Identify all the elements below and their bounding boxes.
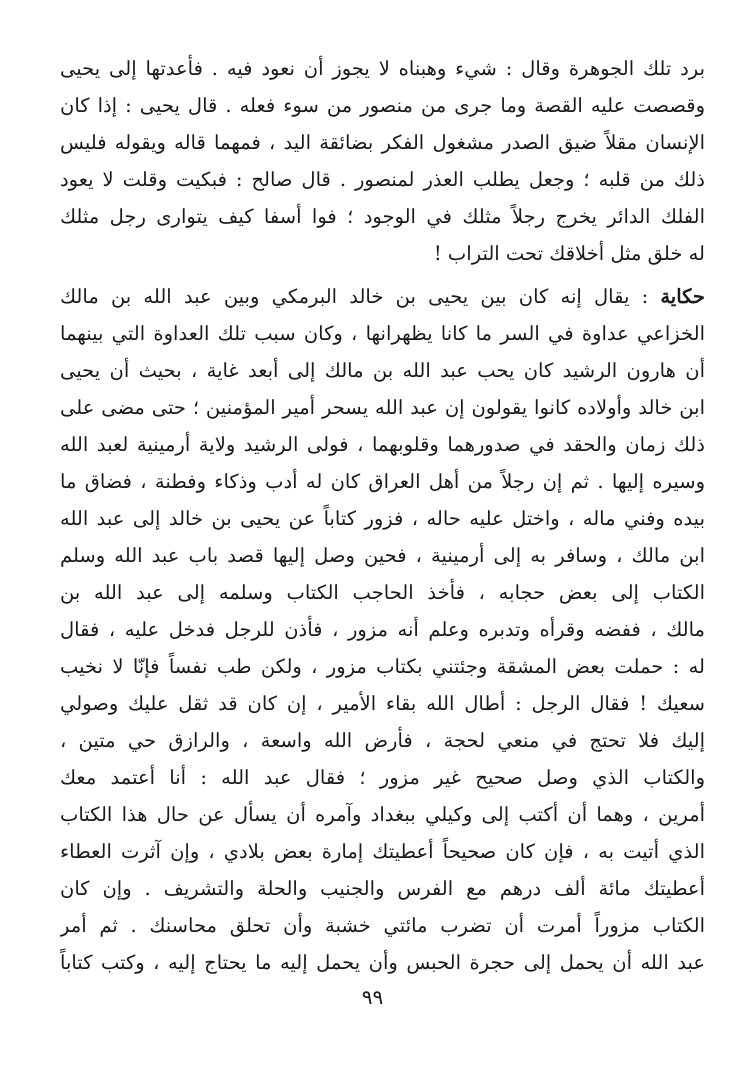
text-line: برد تلك الجوهرة وقال : شيء وهبناه لا يجوز أن نعود فيه . فأعدتها إلى يحيى <box>60 57 705 80</box>
text-line: الكتاب إلى بعض حجابه ، فأخذ الحاجب الكتاب وسلمه إلى عبد الله بن <box>60 581 705 604</box>
text-line: الإنسان مقلاً ضيق الصدر مشغول الفكر بضائقة اليد ، فمهما قاله ويقوله فليس <box>60 131 705 154</box>
text-line: الكتاب مزوراً أمرت أن تضرب مائتي خشبة وأن تحلق محاسنك . ثم أمر <box>60 914 705 937</box>
story-heading-word: حكاية <box>660 285 705 308</box>
text-line: ابن خالد وأولاده كانوا يقولون إن عبد الله يسحر أمير المؤمنين ؛ حتى مضى على <box>60 396 705 419</box>
text-line: الفلك الدائر يخرج رجلاً مثلك في الوجود ؛ فوا أسفا كيف يتوارى رجل مثلك <box>60 205 705 228</box>
text-line: له : حملت بعض المشقة وجئتني بكتاب مزور ، ولكن طب نفساً فإنّا لا نخيب <box>60 655 705 678</box>
text-line: أعطيتك مائة ألف درهم مع الفرس والجنيب والحلة والتشريف . وإن كان <box>60 877 705 900</box>
text-line: الخزاعي عداوة في السر ما كانا يظهرانها ، وكان سبب تلك العداوة التي بينهما <box>60 322 705 345</box>
first-line-text: : يقال إنه كان بين يحيى بن خالد البرمكي وبين عبد الله بن مالك <box>60 285 661 308</box>
text-line: الذي أتيت به ، فإن كان صحيحاً أعطيتك إمارة بعض بلادي ، وإن آثرت العطاء <box>60 840 705 863</box>
text-line: سعيك ! فقال الرجل : أطال الله بقاء الأمير ، إن كان قد ثقل عليك وصولي <box>60 692 705 715</box>
text-line: مالك ، ففضه وقرأه وتدبره وعلم أنه مزور ، فأذن للرجل فدخل عليه ، فقال <box>60 618 705 641</box>
text-line: له خلق مثل أخلاقك تحت التراب ! <box>433 242 705 265</box>
text-line: أن هارون الرشيد كان يحب عبد الله بن مالك إلى أبعد غاية ، بحيث أن يحيى <box>60 359 705 382</box>
text-line: وسيره إليها . ثم إن رجلاً من أهل العراق كان له أدب وذكاء وفطنة ، فضاق ما <box>60 470 705 493</box>
text-line: ذلك زمان والحقد في صدورهما وقلوبهما ، فولى الرشيد ولاية أرمينية لعبد الله <box>60 433 705 456</box>
text-line: ذلك من قلبه ؛ وجعل يطلب العذر لمنصور . قال صالح : فبكيت وقلت لا يعود <box>60 168 705 191</box>
text-line: أمرين ، وهما أن أكتب إلى وكيلي ببغداد وآمره أن يسأل عن حال هذا الكتاب <box>60 803 705 826</box>
text-line: بيده وفني ماله ، واختل عليه حاله ، فزور كتاباً عن يحيى بن خالد إلى عبد الله <box>60 507 705 530</box>
text-line-first <box>60 278 705 315</box>
text-line: ابن مالك ، وسافر به إلى أرمينية ، فحين وصل إليها قصد باب عبد الله وسلم <box>60 544 705 567</box>
paragraph-2 <box>60 278 705 981</box>
text-line: عبد الله أن يحمل إلى حجرة الحبس وأن يحمل إليه ما يحتاج إليه ، وكتب كتاباً <box>60 951 705 974</box>
paragraph-1 <box>60 50 705 272</box>
text-line: وقصصت عليه القصة وما جرى من منصور من سوء فعله . قال يحيى : إذا كان <box>60 94 705 117</box>
page-number: ٩٩ <box>361 985 384 1009</box>
text-line: إليك فلا تحتج في منعي لحجة ، فأرض الله واسعة ، والرازق حي متين ، <box>60 729 705 752</box>
text-line: والكتاب الذي وصل صحيح غير مزور ؛ فقال عبد الله : أنا أعتمد معك <box>60 766 705 789</box>
